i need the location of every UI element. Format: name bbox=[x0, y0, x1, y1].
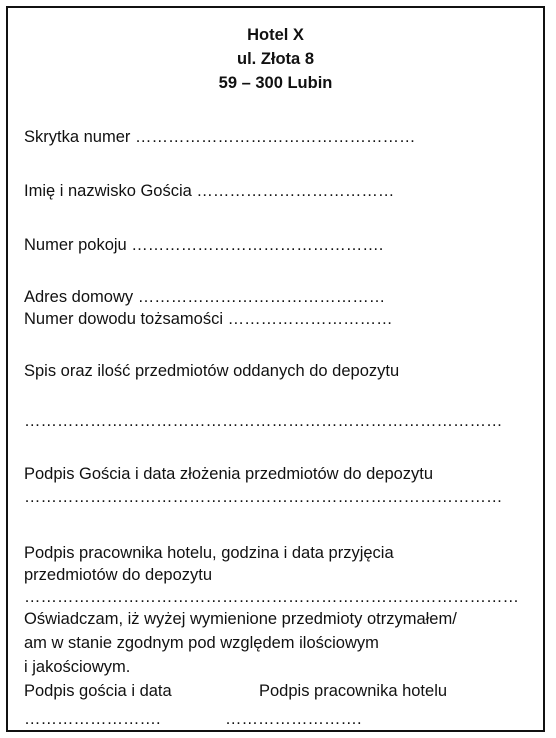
staff-signature-label: Podpis pracownika hotelu bbox=[259, 682, 448, 700]
hotel-city: 59 – 300 Lubin bbox=[218, 74, 333, 92]
staff-signature-line: ……………………………………………………………………………… bbox=[24, 588, 519, 606]
staff-signature-label-line2: przedmiotów do depozytu bbox=[24, 566, 213, 584]
staff-signature-label-line1: Podpis pracownika hotelu, godzina i data przyjęcia bbox=[24, 544, 394, 562]
items-list-label: Spis oraz ilość przedmiotów oddanych do depozytu bbox=[24, 362, 400, 380]
guest-name-field: Imię i nazwisko Gościa ……………………………… bbox=[24, 182, 395, 200]
guest-signature-date-label: Podpis gościa i data bbox=[24, 682, 172, 700]
declaration-line2: am w stanie zgodnym pod względem ilościowym bbox=[24, 634, 379, 652]
declaration-line3: i jakościowym. bbox=[24, 658, 131, 676]
declaration-line1: Oświadczam, iż wyżej wymienione przedmioty otrzymałem/ bbox=[24, 610, 457, 628]
guest-signature-label: Podpis Gościa i data złożenia przedmiotów do depozytu bbox=[24, 465, 434, 483]
hotel-street: ul. Złota 8 bbox=[236, 50, 314, 68]
guest-signature-line: …………………………………………………………………………… bbox=[24, 488, 503, 506]
staff-signature-date-line: ……………………. bbox=[225, 710, 362, 728]
form-header bbox=[8, 23, 543, 95]
box-number-field: Skrytka numer …………………………………………… bbox=[24, 128, 416, 146]
hotel-name: Hotel X bbox=[247, 26, 304, 44]
id-number-field: Numer dowodu tożsamości ………………………… bbox=[24, 310, 393, 328]
home-address-field: Adres domowy ……………………………………… bbox=[24, 288, 386, 306]
room-number-field: Numer pokoju ………………………………………. bbox=[24, 236, 384, 254]
deposit-form bbox=[6, 6, 545, 732]
items-list-line: …………………………………………………………………………… bbox=[24, 412, 503, 430]
guest-signature-date-line: ……………………. bbox=[24, 710, 161, 728]
